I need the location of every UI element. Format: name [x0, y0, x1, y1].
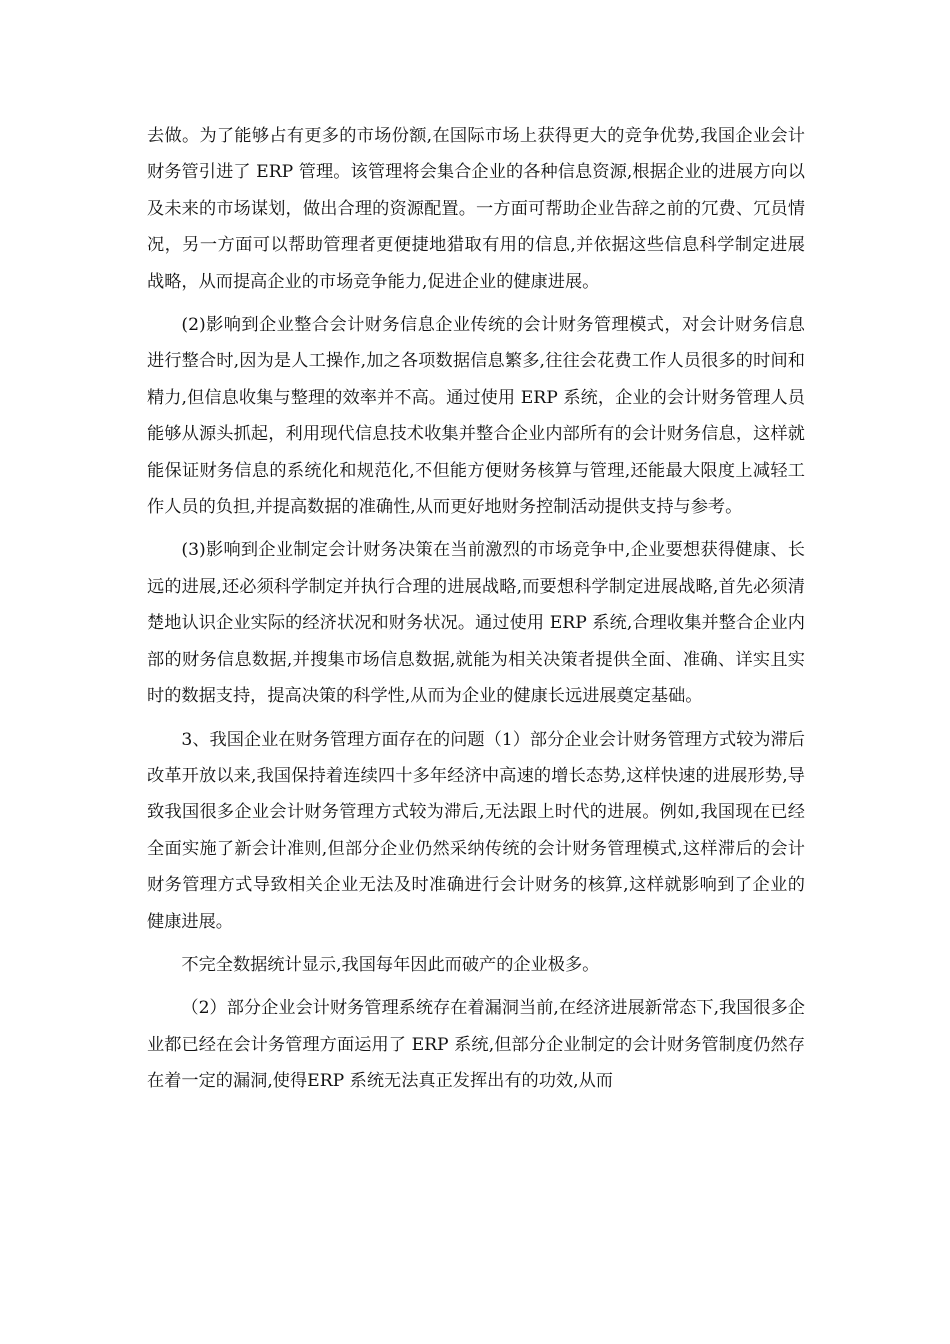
- paragraph-1: 去做。为了能够占有更多的市场份额,在国际市场上获得更大的竞争优势,我国企业会计财务管引进了 ERP 管理。该管理将会集合企业的各种信息资源,根据企业的进展方向以及未来的市场谋划，做出合理的资源配置。一方面可帮助企业告辞之前的冗费、冗员情况，另一方面可以帮助管理者更便捷地猎取有用的信息,并依据这些信息科学制定进展战略，从而提高企业的市场竞争能力,促进企业的健康进展。: [147, 126, 805, 292]
- body-text: [147, 118, 805, 1107]
- paragraph-4: 3、我国企业在财务管理方面存在的问题（1）部分企业会计财务管理方式较为滞后改革开放以来,我国保持着连续四十多年经济中高速的增长态势,这样快速的进展形势,导致我国很多企业会计财务管理方式较为滞后,无法跟上时代的进展。例如,我国现在已经全面实施了新会计准则,但部分企业仍然采纳传统的会计财务管理模式,这样滞后的会计财务管理方式导致相关企业无法及时准确进行会计财务的核算,这样就影响到了企业的健康进展。: [147, 729, 805, 932]
- paragraph-6: （2）部分企业会计财务管理系统存在着漏洞当前,在经济进展新常态下,我国很多企业都已经在会计务管理方面运用了 ERP 系统,但部分企业制定的会计财务管制度仍然存在着一定的漏洞,使得ERP 系统无法真正发挥出有的功效,从而: [147, 998, 805, 1092]
- paragraph-5: 不完全数据统计显示,我国每年因此而破产的企业极多。: [181, 954, 600, 975]
- paragraph-2: (2)影响到企业整合会计财务信息企业传统的会计财务管理模式，对会计财务信息进行整合时,因为是人工操作,加之各项数据信息繁多,往往会花费工作人员很多的时间和精力,但信息收集与整理的效率并不高。通过使用 ERP 系统，企业的会计财务管理人员能够从源头抓起，利用现代信息技术收集并整合企业内部所有的会计财务信息，这样就能保证财务信息的系统化和规范化,不但能方便财务核算与管理,还能最大限度上减轻工作人员的负担,并提高数据的准确性,从而更好地财务控制活动提供支持与参考。: [147, 315, 805, 518]
- paragraph-3: (3)影响到企业制定会计财务决策在当前激烈的市场竞争中,企业要想获得健康、长远的进展,还必须科学制定并执行合理的进展战略,而要想科学制定进展战略,首先必须清楚地认识企业实际的经济状况和财务状况。通过使用 ERP 系统,合理收集并整合企业内部的财务信息数据,并搜集市场信息数据,就能为相关决策者提供全面、准确、详实且实时的数据支持，提高决策的科学性,从而为企业的健康长远进展奠定基础。: [147, 540, 805, 707]
